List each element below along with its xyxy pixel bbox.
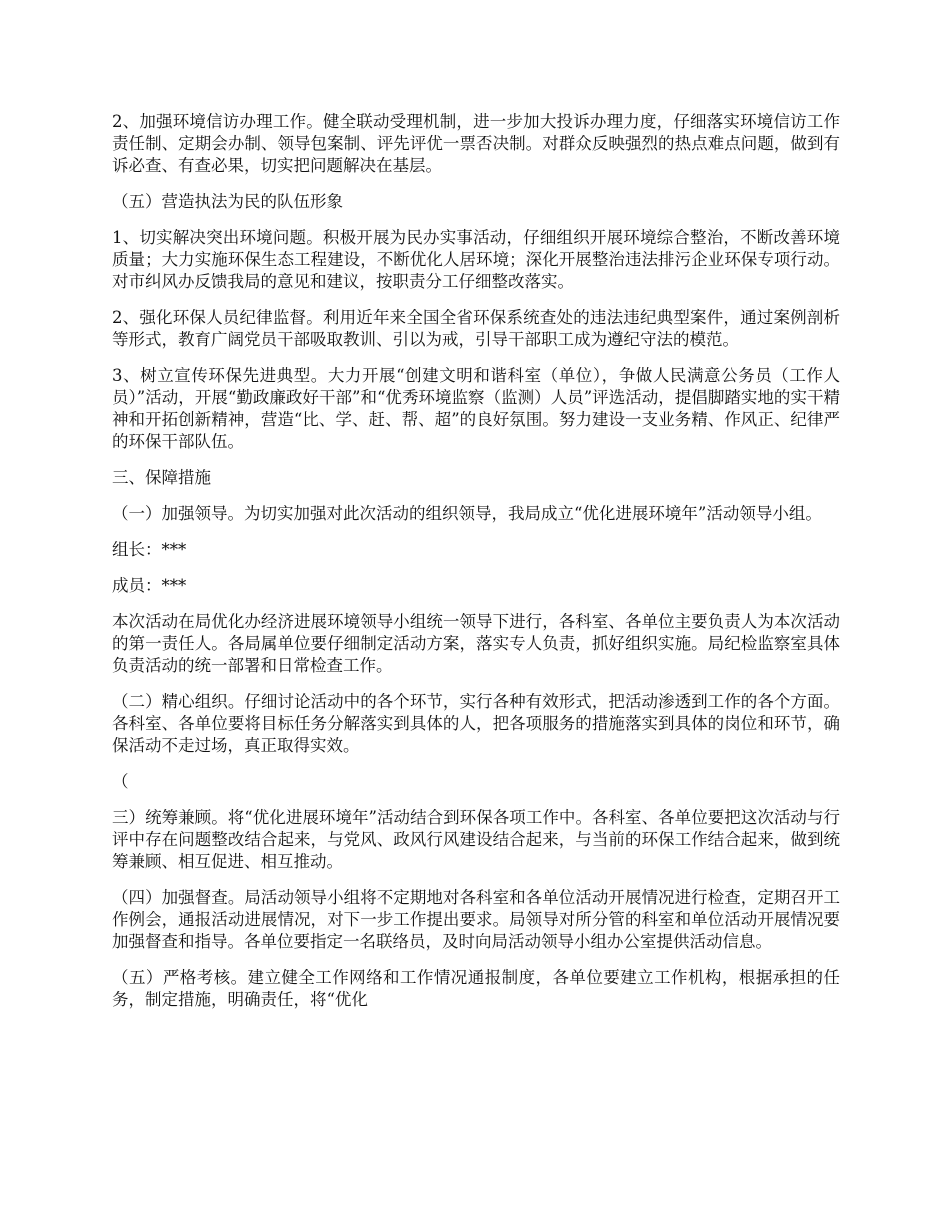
heading-safeguard-measures: 三、保障措施 xyxy=(112,468,211,487)
paragraph-group-members: 成员：*** xyxy=(112,576,187,595)
paragraph-responsibility: 本次活动在局优化办经济进展环境领导小组统一领导下进行，各科室、各单位主要负责人为本次活动的第一责任人。各局属单位要仔细制定活动方案，落实专人负责，抓好组织实施。局纪检监察室具体负责活动的统一部署和日常检查工作。 xyxy=(112,612,840,675)
paragraph-group-leader: 组长：*** xyxy=(112,540,187,559)
paragraph-careful-organization: （二）精心组织。仔细讨论活动中的各个环节，实行各种有效形式，把活动渗透到工作的各个方面。各科室、各单位要将目标任务分解落实到具体的人，把各项服务的措施落实到具体的岗位和环节，确保活动不走过场，真正取得实效。 xyxy=(112,692,840,755)
document-body xyxy=(112,111,840,1025)
paragraph-strengthen-leadership: （一）加强领导。为切实加强对此次活动的组织领导，我局成立“优化进展环境年”活动领导小组。 xyxy=(112,504,822,523)
paragraph-strict-assessment: （五）严格考核。建立健全工作网络和工作情况通报制度，各单位要建立工作机构，根据承担的任务，制定措施，明确责任，将“优化 xyxy=(112,968,840,1009)
paragraph-overall-planning: 三）统筹兼顾。将“优化进展环境年”活动结合到环保各项工作中。各科室、各单位要把这次活动与行评中存在问题整改结合起来，与党风、政风行风建设结合起来，与当前的环保工作结合起来，做到统筹兼顾、相互促进、相互推动。 xyxy=(112,808,840,871)
paragraph-environment-issues: 1、切实解决突出环境问题。积极开展为民办实事活动，仔细组织开展环境综合整治，不断改善环境质量；大力实施环保生态工程建设，不断优化人居环境；深化开展整治违法排污企业环保专项行动。对市纠风办反馈我局的意见和建议，按职责分工仔细整改落实。 xyxy=(112,228,840,291)
paragraph-open-paren: （ xyxy=(112,772,129,791)
paragraph-supervision: （四）加强督查。局活动领导小组将不定期地对各科室和各单位活动开展情况进行检查，定期召开工作例会，通报活动进展情况，对下一步工作提出要求。局领导对所分管的科室和单位活动开展情况要加强督查和指导。各单位要指定一名联络员，及时向局活动领导小组办公室提供活动信息。 xyxy=(112,888,840,951)
heading-team-image: （五）营造执法为民的队伍形象 xyxy=(112,192,343,211)
paragraph-discipline-supervision: 2、强化环保人员纪律监督。利用近年来全国全省环保系统查处的违法违纪典型案件，通过案例剖析等形式，教育广阔党员干部吸取教训、引以为戒，引导干部职工成为遵纪守法的模范。 xyxy=(112,308,840,349)
paragraph-petition-handling: 2、加强环境信访办理工作。健全联动受理机制，进一步加大投诉办理力度，仔细落实环境信访工作责任制、定期会办制、领导包案制、评先评优一票否决制。对群众反映强烈的热点难点问题，做到有诉必查、有查必果，切实把问题解决在基层。 xyxy=(112,112,840,175)
paragraph-advanced-models: 3、树立宣传环保先进典型。大力开展“创建文明和谐科室（单位），争做人民满意公务员（工作人员）”活动，开展“勤政廉政好干部”和“优秀环境监察（监测）人员”评选活动，提倡脚踏实地的实干精神和开拓创新精神，营造“比、学、赶、帮、超”的良好氛围。努力建设一支业务精、作风正、纪律严的环保干部队伍。 xyxy=(112,366,840,451)
